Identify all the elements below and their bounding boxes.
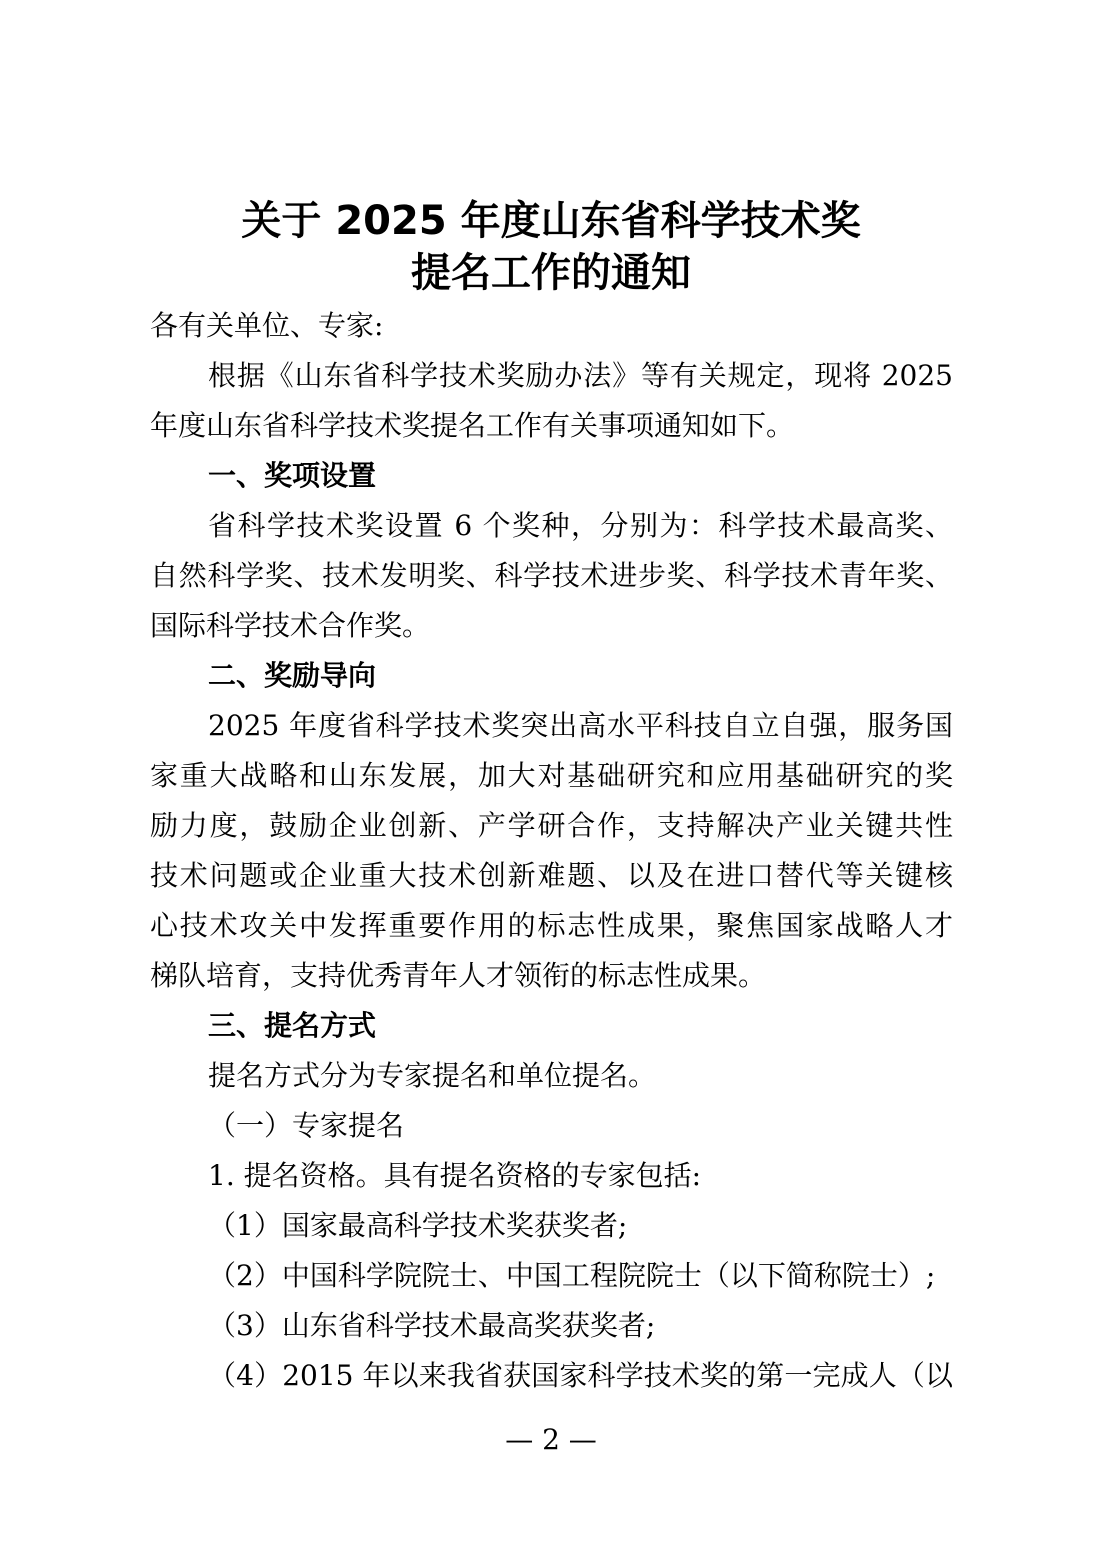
paragraph-line: 心技术攻关中发挥重要作用的标志性成果，聚焦国家战略人才 xyxy=(150,909,953,942)
item-heading: 1. 提名资格。具有提名资格的专家包括: xyxy=(208,1159,702,1192)
paragraph-line: 2025 年度省科学技术奖突出高水平科技自立自强，服务国 xyxy=(208,709,953,742)
paragraph-line: 励力度，鼓励企业创新、产学研合作，支持解决产业关键共性 xyxy=(150,809,953,842)
list-item: （3）山东省科学技术最高奖获奖者; xyxy=(208,1309,656,1342)
intro-line: 年度山东省科学技术奖提名工作有关事项通知如下。 xyxy=(150,409,795,442)
paragraph-line: 自然科学奖、技术发明奖、科学技术进步奖、科学技术青年奖、 xyxy=(150,559,953,592)
subheading-expert-nomination: （一）专家提名 xyxy=(208,1109,405,1142)
paragraph-line: 国际科学技术合作奖。 xyxy=(150,609,431,642)
paragraph-line: 家重大战略和山东发展，加大对基础研究和应用基础研究的奖 xyxy=(150,759,953,792)
list-item: （1）国家最高科学技术奖获奖者; xyxy=(208,1209,628,1242)
paragraph-line: 技术问题或企业重大技术创新难题、以及在进口替代等关键核 xyxy=(150,859,953,892)
paragraph-line: 梯队培育，支持优秀青年人才领衔的标志性成果。 xyxy=(150,959,767,992)
paragraph-line: 省科学技术奖设置 6 个奖种，分别为：科学技术最高奖、 xyxy=(208,509,953,542)
section-heading-nomination: 三、提名方式 xyxy=(208,1009,377,1042)
list-item: （2）中国科学院院士、中国工程院院士（以下简称院士）; xyxy=(208,1259,936,1292)
paragraph-line: 提名方式分为专家提名和单位提名。 xyxy=(208,1059,657,1092)
intro-line: 根据《山东省科学技术奖励办法》等有关规定，现将 2025 xyxy=(208,359,953,392)
salutation: 各有关单位、专家: xyxy=(150,309,384,342)
section-heading-awards: 一、奖项设置 xyxy=(208,459,377,492)
document-title-line-2: 提名工作的通知 xyxy=(411,250,691,296)
list-item: （4）2015 年以来我省获国家科学技术奖的第一完成人（以 xyxy=(208,1359,953,1392)
page-number: — 2 — xyxy=(505,1423,597,1456)
document-title-line-1: 关于 2025 年度山东省科学技术奖 xyxy=(241,198,861,244)
section-heading-orientation: 二、奖励导向 xyxy=(208,659,377,692)
